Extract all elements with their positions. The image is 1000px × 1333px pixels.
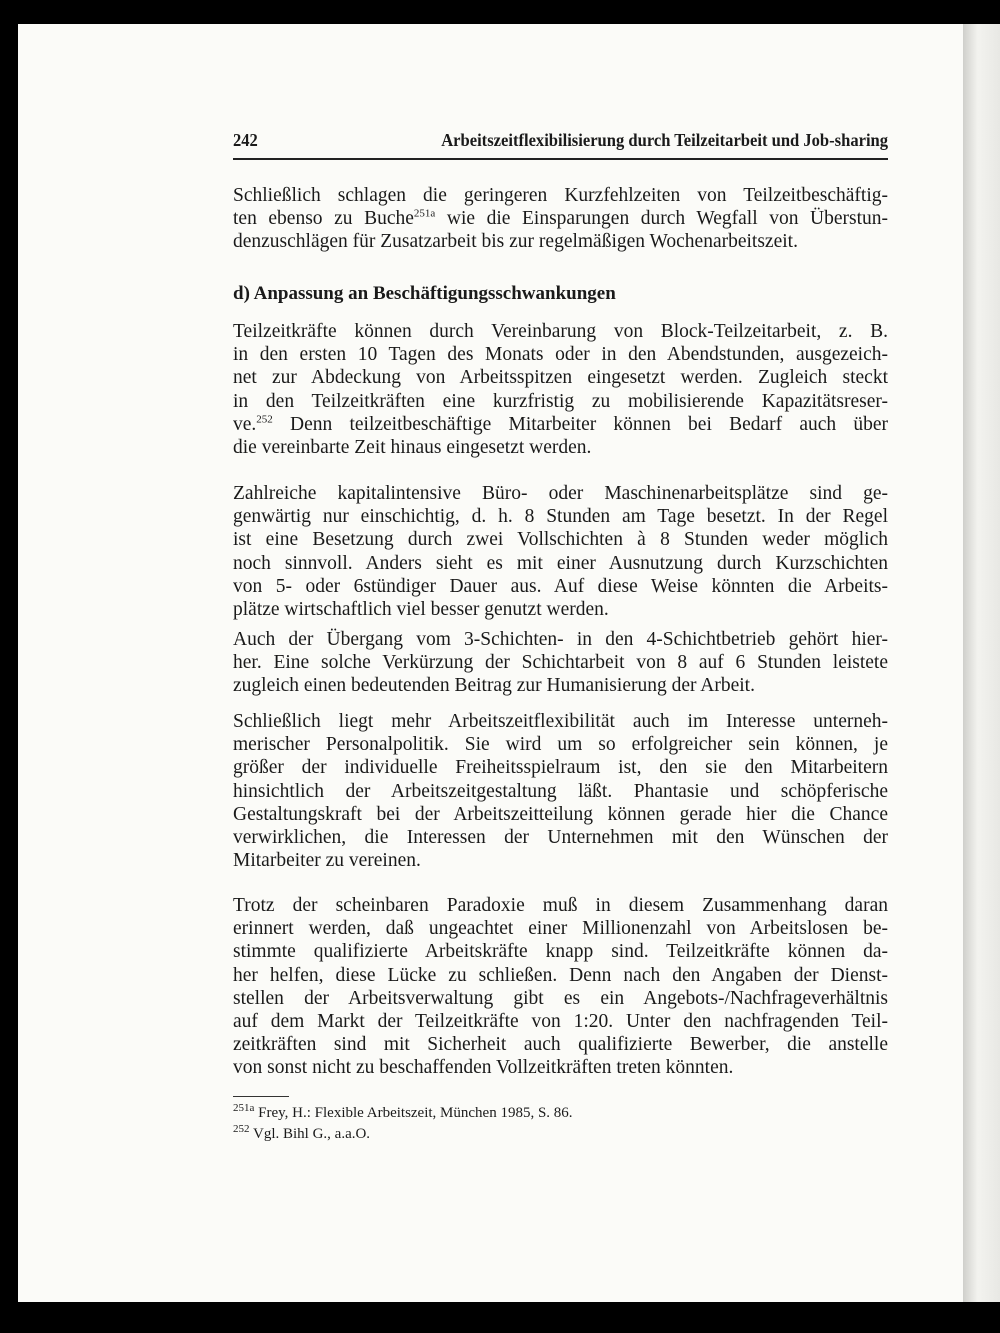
text-line: denzuschlägen für Zusatzarbeit bis zur regelmäßigen Wochenarbeitszeit.: [233, 231, 798, 253]
paragraph-2: [233, 320, 888, 459]
text-line: ve.$^{252}$ Denn teilzeitbeschäftige Mitarbeiter können bei Bedarf auch über: [233, 413, 889, 435]
text-line: Gestaltungskraft bei der Arbeitszeitteilung können gerade hier die Chance: [233, 803, 888, 825]
header-rule: [233, 158, 888, 160]
paragraph-1: [233, 184, 888, 254]
running-title: Arbeitszeitflexibilisierung durch Teilzeitarbeit und Job-sharing: [441, 130, 889, 150]
text-line: die vereinbarte Zeit hinaus eingesetzt werden.: [233, 437, 592, 459]
footnote-mark: 252: [233, 1123, 250, 1135]
footnote-ref: 252: [256, 413, 273, 426]
text-line: Schließlich liegt mehr Arbeitszeitflexibilität auch im Interesse unterneh-: [233, 711, 888, 732]
text-line: genwärtig nur einschichtig, d. h. 8 Stunden am Tage besetzt. In der Regel: [233, 506, 888, 528]
paragraph-3: [233, 482, 888, 621]
text-line: zeitkräften sind mit Sicherheit auch qualifizierte Bewerber, die anstelle: [233, 1034, 888, 1056]
text-line: stellen der Arbeitsverwaltung gibt es ein Angebots-/Nachfrageverhältnis: [233, 987, 888, 1009]
text-line: verwirklichen, die Interessen der Unternehmen mit den Wünschen der: [233, 827, 888, 849]
text-line: her helfen, diese Lücke zu schließen. Denn nach den Angaben der Dienst-: [233, 964, 888, 986]
text-line: Mitarbeiter zu vereinen.: [233, 850, 421, 872]
text-line: net zur Abdeckung von Arbeitsspitzen eingesetzt werden. Zugleich steckt: [233, 367, 888, 389]
footnote-text: Frey, H.: Flexible Arbeitszeit, München 1985, S. 86.: [258, 1105, 573, 1121]
footnote-rule: [233, 1096, 289, 1097]
text-line: in den Teilzeitkräften eine kurzfristig zu mobilisierende Kapazitätsreser-: [233, 390, 888, 412]
text-line: noch sinnvoll. Anders sieht es mit einer Ausnutzung durch Kurzschichten: [233, 552, 888, 574]
text-line: Auch der Übergang vom 3-Schichten- in den 4-Schichtbetrieb gehört hier-: [233, 629, 888, 650]
text-line: erinnert werden, daß ungeachtet einer Millionenzahl von Arbeitslosen be-: [233, 918, 888, 940]
page-number: 242: [233, 130, 258, 150]
text-line: Schließlich schlagen die geringeren Kurzfehlzeiten von Teilzeitbeschäftig-: [233, 185, 888, 206]
footnote: [233, 1102, 573, 1122]
facing-page-edge: [963, 24, 1000, 1302]
text-line: merischer Personalpolitik. Sie wird um so erfolgreicher sein können, je: [233, 734, 888, 756]
text-line: hinsichtlich der Arbeitszeitgestaltung läßt. Phantasie und schöpferische: [233, 780, 888, 802]
footnote-mark: 251a: [233, 1102, 255, 1114]
text-line: Zahlreiche kapitalintensive Büro- oder Maschinenarbeitsplätze sind ge-: [233, 483, 888, 504]
paragraph-4: [233, 628, 888, 698]
paragraph-5: [233, 710, 888, 872]
text-line: zugleich einen bedeutenden Beitrag zur Humanisierung der Arbeit.: [233, 675, 755, 697]
text-line: her. Eine solche Verkürzung der Schichtarbeit von 8 auf 6 Stunden leistete: [233, 652, 888, 674]
text-line: stimmte qualifizierte Arbeitskräfte knapp sind. Teilzeitkräfte können da-: [233, 941, 888, 963]
footnote: [233, 1123, 371, 1143]
running-header: [233, 130, 888, 151]
text-line: auf dem Markt der Teilzeitkräfte von 1:20. Unter den nachfragenden Teil-: [233, 1011, 888, 1033]
text-line: Teilzeitkräfte können durch Vereinbarung von Block-Teilzeitarbeit, z. B.: [233, 321, 888, 342]
text-line: ist eine Besetzung durch zwei Vollschichten à 8 Stunden weder möglich: [233, 529, 888, 551]
paragraph-6: [233, 894, 888, 1080]
text-line: plätze wirtschaftlich viel besser genutzt werden.: [233, 599, 609, 621]
text-line: in den ersten 10 Tagen des Monats oder in den Abendstunden, ausgezeich-: [233, 344, 888, 366]
text-line: ten ebenso zu Buche$^{251a}$ wie die Einsparungen durch Wegfall von Überstun-: [233, 207, 888, 230]
text-line: größer der individuelle Freiheitsspielraum ist, den sie den Mitarbeitern: [233, 757, 888, 779]
footnote-text: Vgl. Bihl G., a.a.O.: [252, 1126, 371, 1142]
text-line: Trotz der scheinbaren Paradoxie muß in diesem Zusammenhang daran: [233, 895, 888, 916]
text-line: von sonst nicht zu beschaffenden Vollzeitkräften treten könnten.: [233, 1057, 734, 1079]
footnote-ref: 251a: [413, 207, 436, 220]
section-heading: d) Anpassung an Beschäftigungsschwankungen: [233, 283, 616, 304]
text-line: von 5- oder 6stündiger Dauer aus. Auf diese Weise könnten die Arbeits-: [233, 575, 888, 597]
